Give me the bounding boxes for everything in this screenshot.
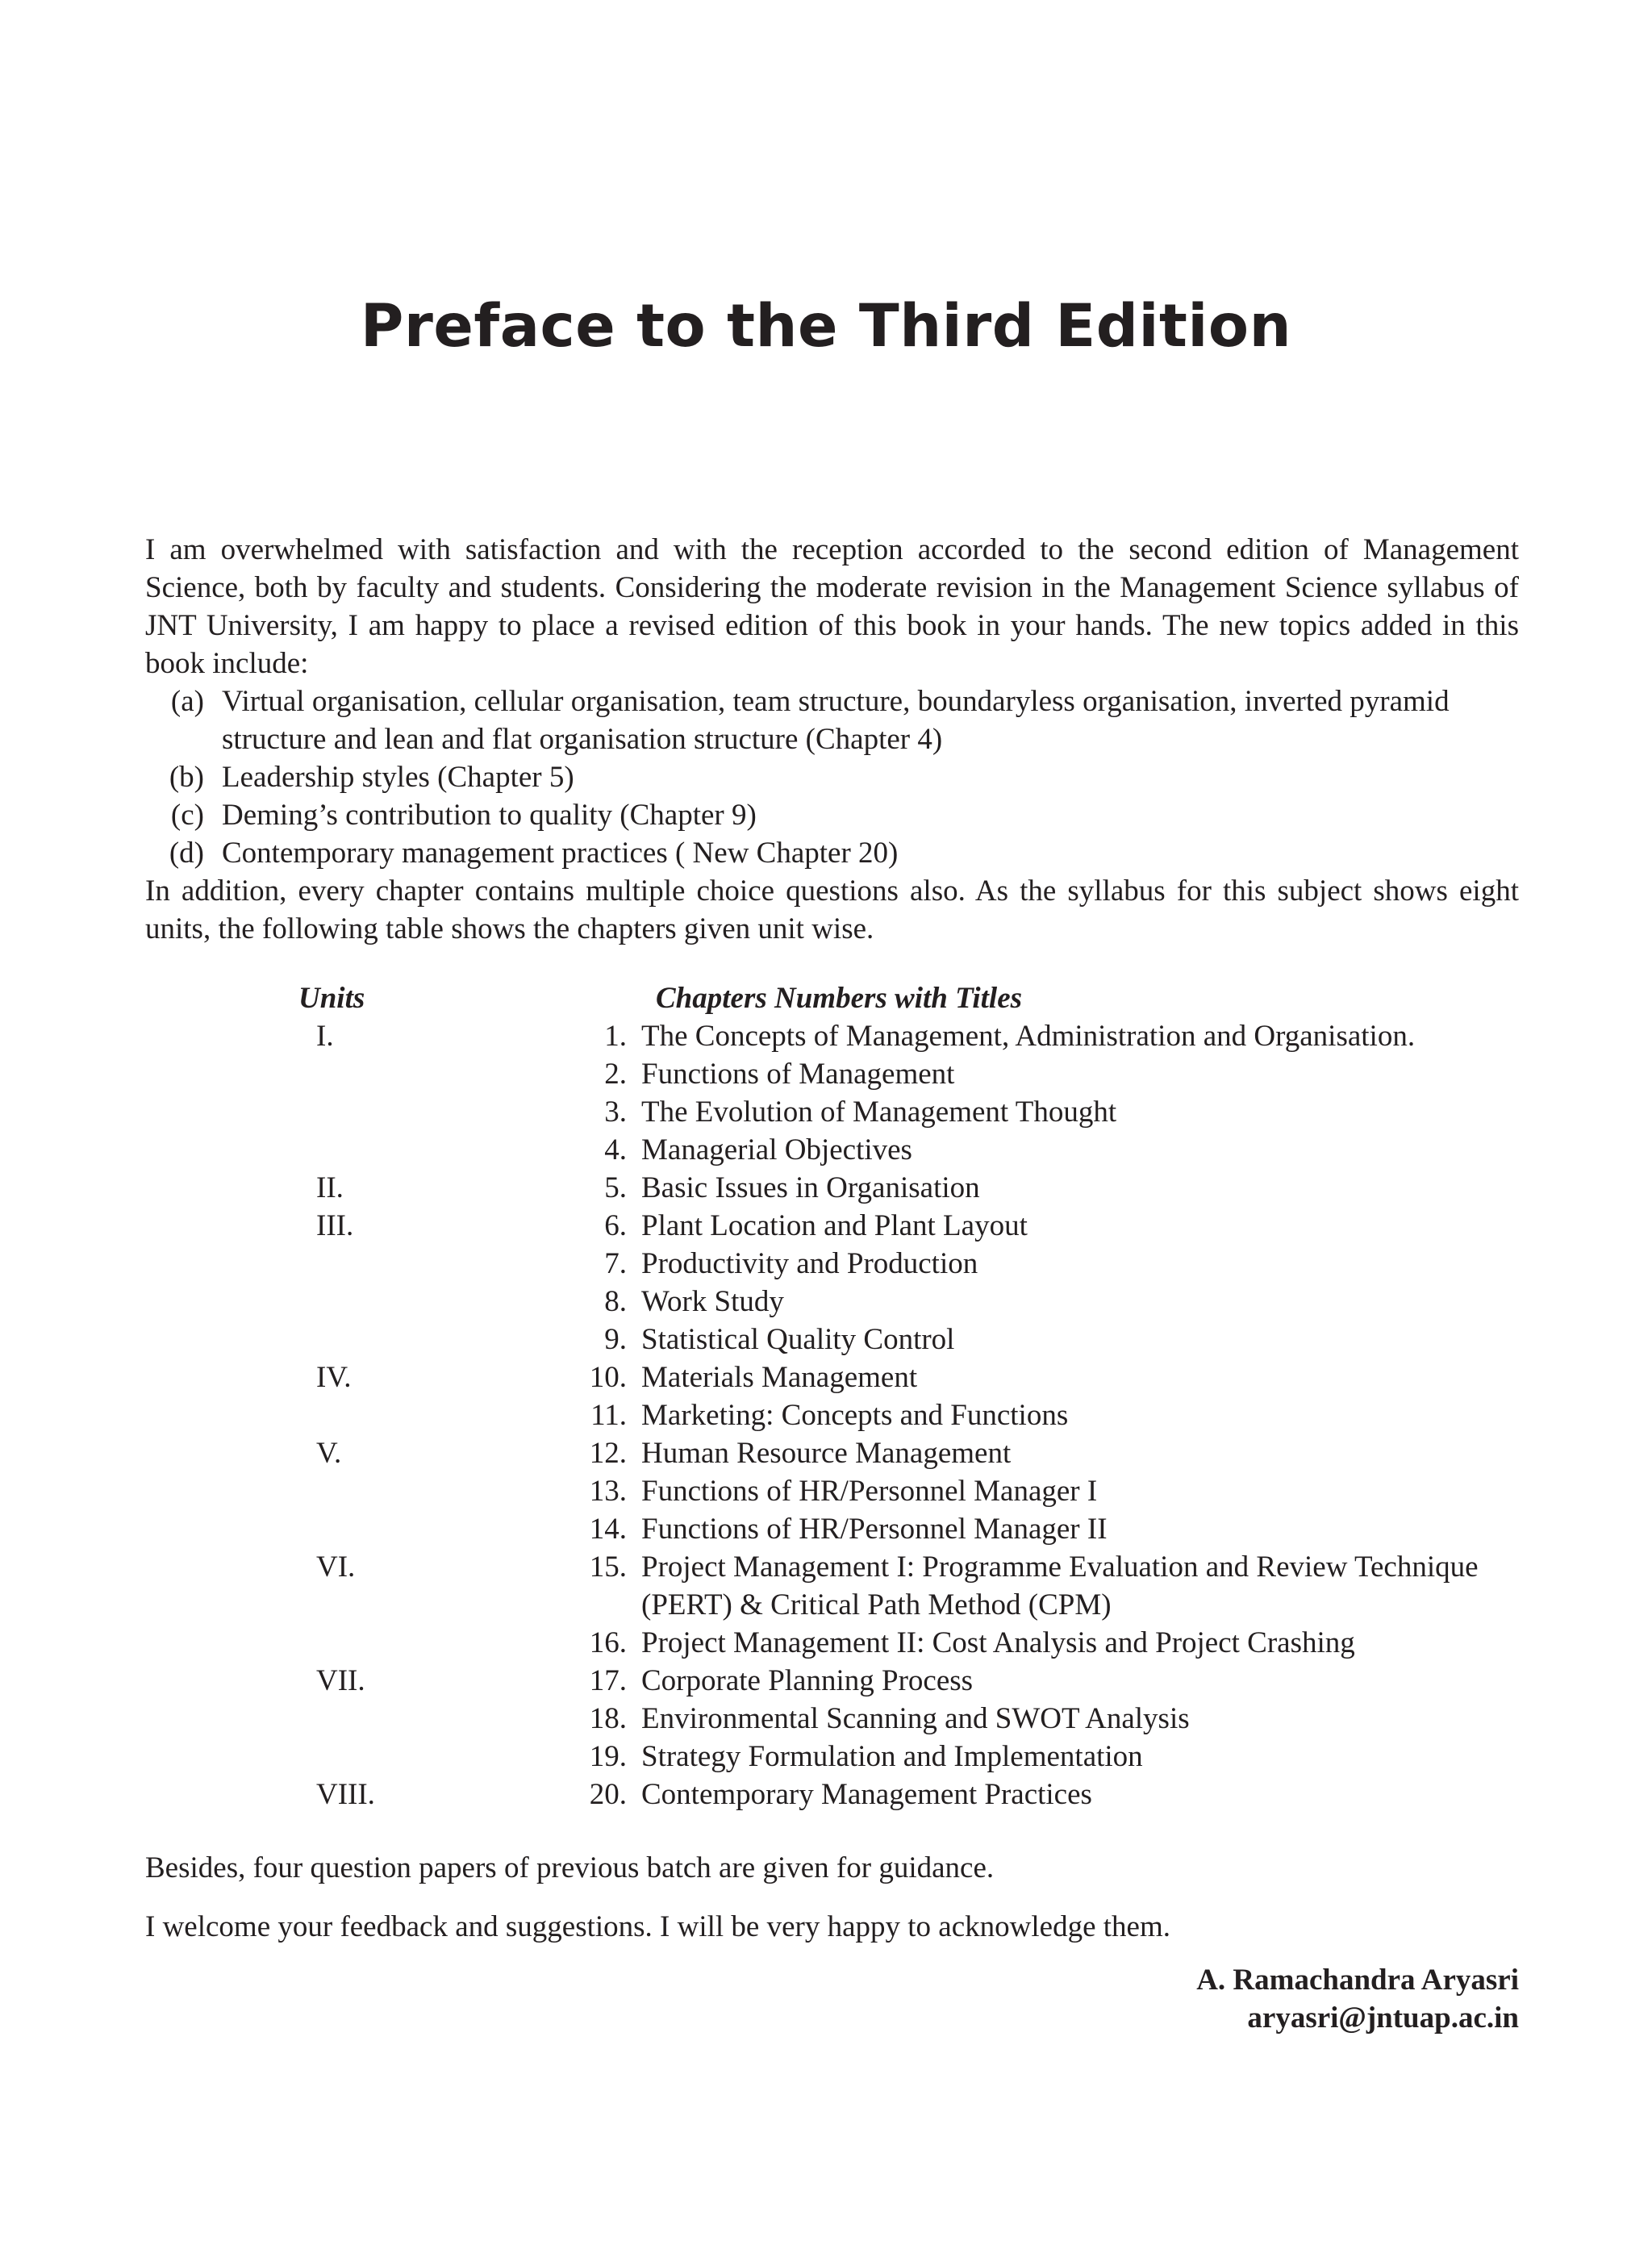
addition-paragraph: In addition, every chapter contains multiple choice questions also. As the syllabus for this subject shows eight units, the following table shows the chapters given unit wise. bbox=[145, 874, 1519, 945]
table-row bbox=[145, 1396, 1519, 1434]
besides-paragraph: Besides, four question papers of previous batch are given for guidance. bbox=[145, 1851, 995, 1884]
table-row bbox=[145, 1624, 1519, 1662]
chapter-number: 10. bbox=[589, 1361, 627, 1394]
page-title: Preface to the Third Edition bbox=[360, 292, 1292, 361]
chapter-title: Human Resource Management bbox=[641, 1437, 1012, 1470]
chapter-number: 6. bbox=[604, 1209, 627, 1242]
unit-cell bbox=[145, 1548, 528, 1624]
intro-paragraph: I am overwhelmed with satisfaction and with the reception accorded to the second edition of Management Science, both by faculty and students. Considering the moderate revision in the Management Science syllabus of JNT University, I am happy to place a revised edition of this book in your hands. The new topics added in this book include: bbox=[145, 533, 1519, 680]
chapter-number: 12. bbox=[589, 1437, 627, 1470]
unit-label: III. bbox=[316, 1209, 354, 1242]
topic-item bbox=[145, 758, 1519, 796]
chapter-number: 4. bbox=[604, 1133, 627, 1166]
unit-cell bbox=[145, 1396, 528, 1434]
unit-cell bbox=[145, 1700, 528, 1738]
topic-text: Virtual organisation, cellular organisation, team structure, boundaryless organisation, inverted pyramid structure and lean and flat organisation structure (Chapter 4) bbox=[222, 685, 1450, 756]
table-row bbox=[145, 1776, 1519, 1813]
chapter-title: Plant Location and Plant Layout bbox=[641, 1209, 1028, 1242]
chapter-title: Corporate Planning Process bbox=[641, 1664, 974, 1697]
table-row bbox=[145, 1662, 1519, 1700]
closing-section bbox=[145, 1849, 1519, 1967]
chapter-title: The Concepts of Management, Administration and Organisation. bbox=[641, 1020, 1416, 1053]
chapter-number: 15. bbox=[589, 1550, 627, 1584]
header-units: Units bbox=[298, 982, 365, 1015]
unit-cell bbox=[145, 1434, 528, 1472]
intro-section bbox=[145, 531, 1519, 948]
topic-item bbox=[145, 796, 1519, 834]
chapter-title: Statistical Quality Control bbox=[641, 1323, 955, 1356]
signature-block bbox=[1196, 1961, 1519, 2037]
topic-text: Deming’s contribution to quality (Chapter 9) bbox=[222, 799, 757, 832]
chapter-title: Project Management II: Cost Analysis and Project Crashing bbox=[641, 1626, 1355, 1659]
topic-marker: (c) bbox=[170, 799, 204, 832]
topic-text: Leadership styles (Chapter 5) bbox=[222, 761, 574, 794]
unit-cell bbox=[145, 1738, 528, 1776]
chapter-number: 14. bbox=[589, 1513, 627, 1546]
units-chapters-table bbox=[145, 979, 1519, 1813]
chapter-title: Functions of HR/Personnel Manager I bbox=[641, 1475, 1098, 1508]
chapter-number: 11. bbox=[590, 1399, 627, 1432]
new-topics-list bbox=[145, 682, 1519, 872]
table-row bbox=[145, 1283, 1519, 1321]
unit-cell bbox=[145, 1283, 528, 1321]
chapter-number: 19. bbox=[589, 1740, 627, 1773]
unit-cell bbox=[145, 1662, 528, 1700]
author-name: A. Ramachandra Aryasri bbox=[1196, 1964, 1519, 1997]
table-body bbox=[145, 1017, 1519, 1813]
unit-label: VIII. bbox=[316, 1778, 375, 1811]
chapter-title: Productivity and Production bbox=[641, 1247, 978, 1280]
unit-label: IV. bbox=[316, 1361, 352, 1394]
unit-cell bbox=[145, 1017, 528, 1055]
unit-label: V. bbox=[316, 1437, 342, 1470]
chapter-number: 17. bbox=[589, 1664, 627, 1697]
table-row bbox=[145, 1245, 1519, 1283]
unit-cell bbox=[145, 1169, 528, 1207]
chapter-title: Marketing: Concepts and Functions bbox=[641, 1399, 1069, 1432]
unit-cell bbox=[145, 1624, 528, 1662]
chapter-number: 9. bbox=[604, 1323, 627, 1356]
topic-marker: (a) bbox=[170, 685, 204, 718]
table-row bbox=[145, 1700, 1519, 1738]
chapter-number: 5. bbox=[604, 1171, 627, 1204]
table-row bbox=[145, 1131, 1519, 1169]
unit-label: I. bbox=[316, 1020, 334, 1053]
table-row bbox=[145, 1017, 1519, 1055]
table-row bbox=[145, 1434, 1519, 1472]
chapter-title: Functions of Management bbox=[641, 1058, 955, 1091]
table-row bbox=[145, 1055, 1519, 1093]
unit-cell bbox=[145, 1055, 528, 1093]
topic-text: Contemporary management practices ( New Chapter 20) bbox=[222, 837, 899, 870]
chapter-title: Work Study bbox=[641, 1285, 784, 1318]
table-row bbox=[145, 1548, 1519, 1624]
unit-cell bbox=[145, 1321, 528, 1358]
unit-cell bbox=[145, 1510, 528, 1548]
table-row bbox=[145, 1321, 1519, 1358]
chapter-number: 1. bbox=[604, 1020, 627, 1053]
table-row bbox=[145, 1358, 1519, 1396]
chapter-title: The Evolution of Management Thought bbox=[641, 1096, 1117, 1129]
chapter-title: Functions of HR/Personnel Manager II bbox=[641, 1513, 1108, 1546]
unit-cell bbox=[145, 1131, 528, 1169]
chapter-title: Materials Management bbox=[641, 1361, 918, 1394]
unit-cell bbox=[145, 1207, 528, 1245]
welcome-paragraph: I welcome your feedback and suggestions. I will be very happy to acknowledge them. bbox=[145, 1910, 1170, 1943]
header-chapters: Chapters Numbers with Titles bbox=[656, 982, 1023, 1015]
table-row bbox=[145, 1207, 1519, 1245]
unit-cell bbox=[145, 1245, 528, 1283]
unit-cell bbox=[145, 1358, 528, 1396]
table-row bbox=[145, 1093, 1519, 1131]
table-row bbox=[145, 1472, 1519, 1510]
chapter-number: 8. bbox=[604, 1285, 627, 1318]
table-row bbox=[145, 1169, 1519, 1207]
chapter-title: Contemporary Management Practices bbox=[641, 1778, 1092, 1811]
chapter-title: Managerial Objectives bbox=[641, 1133, 912, 1166]
topic-marker: (b) bbox=[169, 761, 204, 794]
chapter-number: 3. bbox=[604, 1096, 627, 1129]
topic-item bbox=[145, 834, 1519, 872]
chapter-title: Project Management I: Programme Evaluation and Review Technique (PERT) & Critical Path Method (CPM) bbox=[641, 1550, 1479, 1621]
table-row bbox=[145, 1738, 1519, 1776]
unit-cell bbox=[145, 1776, 528, 1813]
chapter-number: 20. bbox=[589, 1778, 627, 1811]
chapter-number: 7. bbox=[604, 1247, 627, 1280]
chapter-number: 2. bbox=[604, 1058, 627, 1091]
chapter-title: Strategy Formulation and Implementation bbox=[641, 1740, 1143, 1773]
author-email: aryasri@jntuap.ac.in bbox=[1247, 2001, 1519, 2035]
table-header bbox=[145, 979, 1519, 1017]
chapter-title: Basic Issues in Organisation bbox=[641, 1171, 980, 1204]
unit-cell bbox=[145, 1093, 528, 1131]
table-row bbox=[145, 1510, 1519, 1548]
unit-label: VI. bbox=[316, 1550, 356, 1584]
unit-label: II. bbox=[316, 1171, 344, 1204]
topic-item bbox=[145, 682, 1519, 758]
unit-label: VII. bbox=[316, 1664, 365, 1697]
topic-marker: (d) bbox=[169, 837, 204, 870]
chapter-number: 13. bbox=[589, 1475, 627, 1508]
unit-cell bbox=[145, 1472, 528, 1510]
chapter-number: 16. bbox=[589, 1626, 627, 1659]
chapter-number: 18. bbox=[589, 1702, 627, 1735]
chapter-title: Environmental Scanning and SWOT Analysis bbox=[641, 1702, 1190, 1735]
